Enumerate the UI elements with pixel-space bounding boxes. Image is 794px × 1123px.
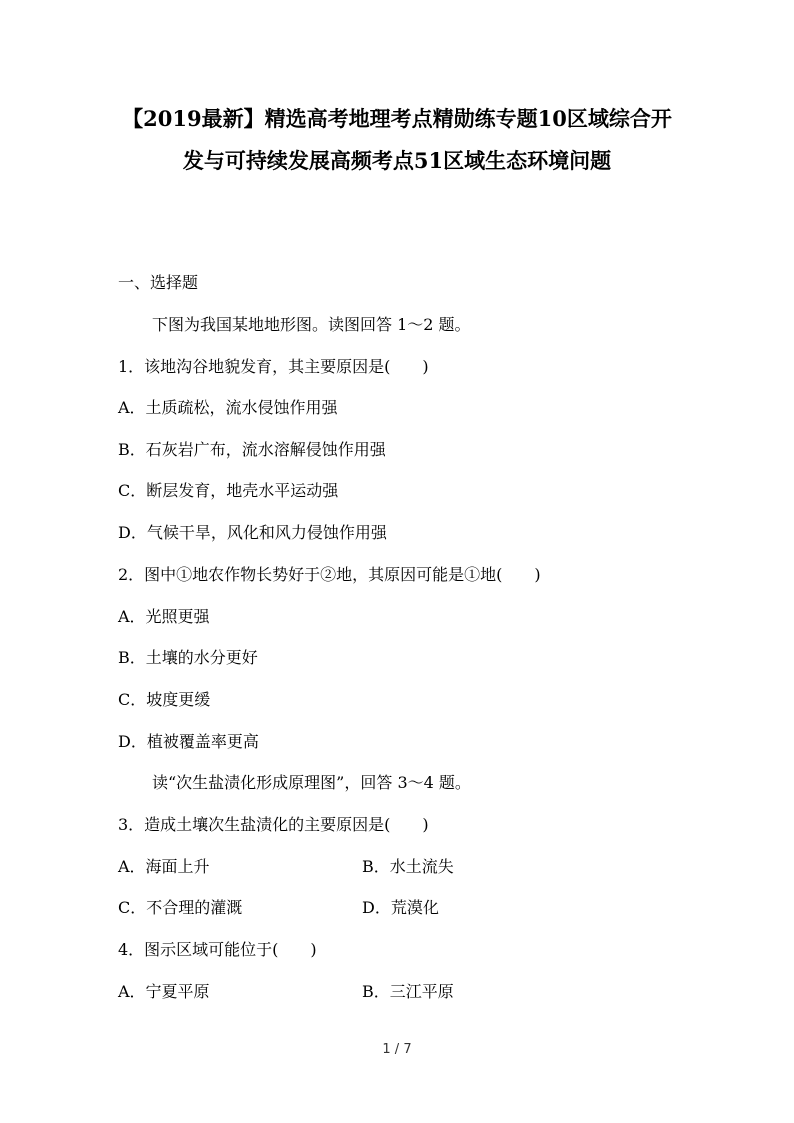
instruction-q1-q2: 下图为我国某地地形图。读图回答 1～2 题。	[152, 315, 471, 334]
instruction-q3-q4: 读“次生盐渍化形成原理图”，回答 3～4 题。	[152, 773, 471, 792]
question-2-option-a: A．光照更强	[118, 607, 210, 626]
question-4-option-a: A．宁夏平原	[118, 982, 210, 1001]
question-3-option-d: D．荒漠化	[362, 898, 439, 917]
question-1-option-c: C．断层发育，地壳水平运动强	[118, 481, 339, 500]
question-1-option-a: A．土质疏松，流水侵蚀作用强	[118, 398, 338, 417]
question-3-option-c: C．不合理的灌溉	[118, 898, 243, 917]
page-number: 1 / 7	[382, 1042, 412, 1057]
question-4-option-b: B．三江平原	[362, 982, 454, 1001]
question-3-stem: 3．造成土壤次生盐渍化的主要原因是( )	[118, 815, 429, 834]
question-3-option-a: A．海面上升	[118, 857, 210, 876]
page-title-line-1: 【2019最新】精选高考地理考点精勋练专题10区域综合开	[122, 106, 672, 131]
question-2-option-c: C．坡度更缓	[118, 690, 211, 709]
question-2-option-b: B．土壤的水分更好	[118, 648, 258, 667]
question-1-option-b: B．石灰岩广布，流水溶解侵蚀作用强	[118, 440, 386, 459]
question-2-stem: 2．图中①地农作物长势好于②地，其原因可能是①地( )	[118, 565, 541, 584]
question-1-option-d: D．气候干旱，风化和风力侵蚀作用强	[118, 523, 387, 542]
question-2-option-d: D．植被覆盖率更高	[118, 732, 259, 751]
question-1-stem: 1．该地沟谷地貌发育，其主要原因是( )	[118, 357, 429, 376]
section-heading: 一、选择题	[118, 273, 199, 292]
page-title-line-2: 发与可持续发展高频考点51区域生态环境问题	[182, 148, 612, 173]
question-3-option-b: B．水土流失	[362, 857, 454, 876]
question-4-stem: 4．图示区域可能位于( )	[118, 940, 317, 959]
